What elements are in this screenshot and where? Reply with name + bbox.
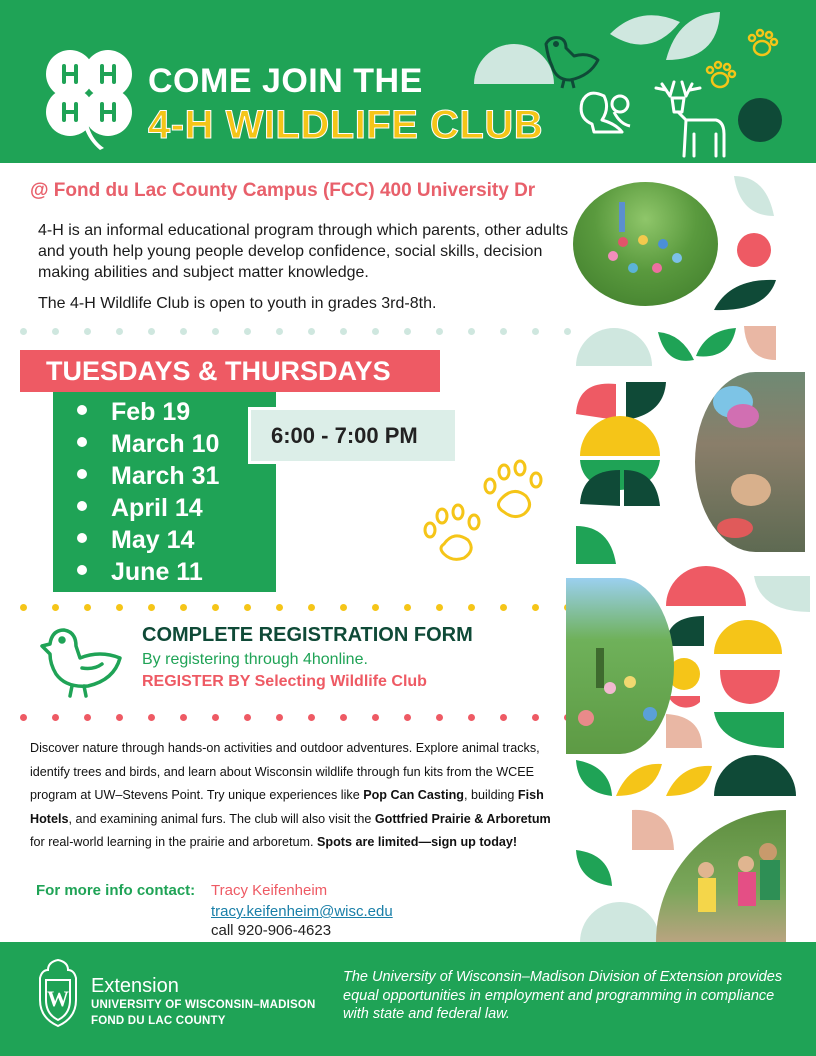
half-circle-shape [474, 44, 554, 84]
title-line-2: 4-H WILDLIFE CLUB [148, 103, 544, 147]
date-item: March 31 [77, 462, 219, 491]
intro-paragraph: 4-H is an informal educational program through which parents, other adults and youth help young people develop confidence, social skills, decision making abilities and subject matter knowledge. [38, 222, 569, 281]
contact-name: Tracy Keifenheim [211, 882, 328, 899]
description-paragraph: Discover nature through hands-on activities and outdoor adventures. Explore animal tracks, identify trees and birds, and learn about Wisconsin wildlife through fun kits from the WCEE program at UW–Stevens Point. Try unique experiences like Pop Can Casting, building Fish Hotels, and examining animal furs. The club will also visit the Gottfried Prairie & Arboretum for real-world learning in the prairie and arboretum. Spots are limited—sign up today! [30, 741, 551, 849]
leaf-shape [610, 15, 680, 44]
squirrel-icon [581, 93, 630, 132]
deer-icon [656, 82, 724, 156]
header-decorations [470, 0, 816, 163]
mint-dot-divider [0, 328, 570, 336]
title-line-1: COME JOIN THE [148, 62, 423, 100]
photo-kids-circle [573, 182, 718, 306]
extension-county: FOND DU LAC COUNTY [91, 1015, 226, 1027]
date-item: April 14 [77, 494, 203, 523]
date-item: June 11 [77, 558, 203, 587]
contact-phone: call 920-906-4623 [211, 922, 332, 939]
time-box: 6:00 - 7:00 PM [248, 407, 458, 464]
date-item: Feb 19 [77, 398, 190, 427]
yellow-dot-divider [0, 604, 570, 612]
paw-print-icon [707, 30, 777, 87]
svg-text:W: W [47, 986, 69, 1011]
photo-kids-ground [695, 372, 805, 552]
dates-list [53, 392, 276, 592]
leaf-shape [666, 12, 720, 60]
registration-line-2: REGISTER BY Selecting Wildlife Club [142, 673, 427, 690]
date-item: March 10 [77, 430, 219, 459]
extension-title: Extension [91, 975, 179, 997]
contact-label: For more info contact: [36, 882, 196, 899]
extension-university: UNIVERSITY OF WISCONSIN–MADISON [91, 999, 316, 1011]
date-item: May 14 [77, 526, 194, 555]
disclaimer-text: The University of Wisconsin–Madison Division of Extension provides equal opportunities in employment and programming in compliance with state and federal law. [343, 969, 783, 1022]
days-banner: TUESDAYS & THURSDAYS [20, 350, 440, 392]
coral-dot-divider [0, 714, 570, 722]
registration-line-1: By registering through 4honline. [142, 651, 368, 668]
uw-crest-icon [34, 956, 82, 1030]
grades-paragraph: The 4-H Wildlife Club is open to youth in grades 3rd-8th. [38, 295, 437, 312]
contact-email-link[interactable]: tracy.keifenheim@wisc.edu [211, 903, 393, 920]
bird-icon [36, 624, 126, 700]
paw-print-icon [418, 450, 558, 570]
4h-clover-icon [32, 40, 144, 152]
location-heading: @ Fond du Lac County Campus (FCC) 400 University Dr [30, 180, 536, 201]
dark-circle-shape [738, 98, 782, 142]
registration-heading: COMPLETE REGISTRATION FORM [142, 624, 473, 646]
photo-kids-trail [566, 578, 674, 754]
